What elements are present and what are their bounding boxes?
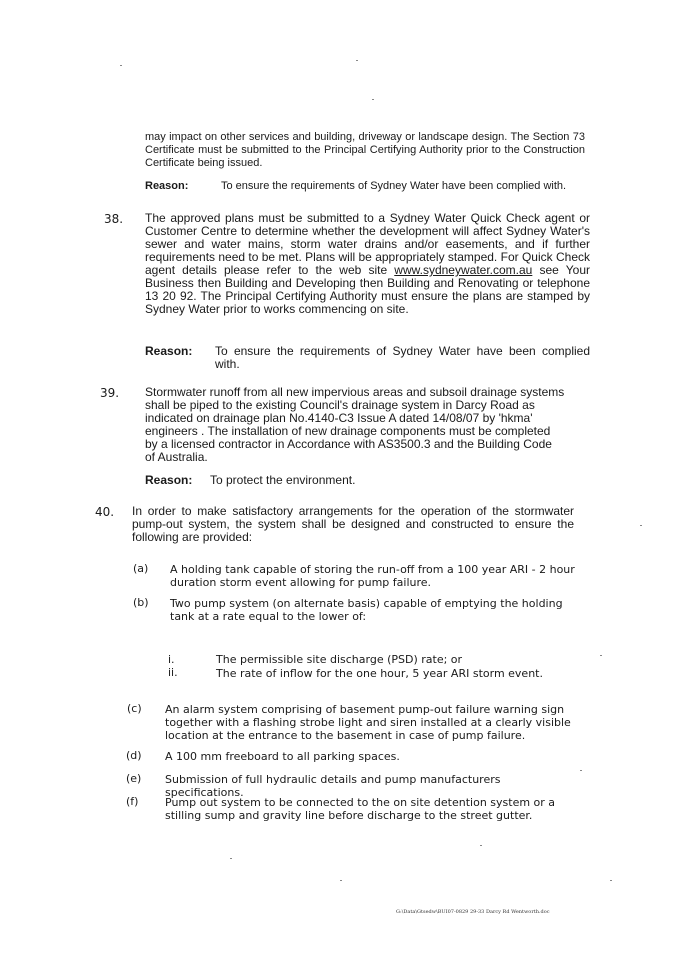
continuation-paragraph: may impact on other services and building, driveway or landscape design. The Section 73 Certificate must be submitted to the Principal Certifying Authority prior to the Construction Certificate being issued. xyxy=(145,131,585,169)
item-number-38: 38. xyxy=(104,212,124,226)
scan-speck xyxy=(356,60,358,61)
subitem-text-b: Two pump system (on alternate basis) capable of emptying the holding tank at a rate equal to the lower of: xyxy=(170,597,563,623)
reason-label: Reason: xyxy=(145,473,193,487)
item-number-39: 39. xyxy=(100,386,120,400)
reason-text: To ensure the requirements of Sydney Water have been complied with. xyxy=(221,180,567,192)
reason-text: To ensure the requirements of Sydney Water have been complied with. xyxy=(215,344,590,371)
scan-speck xyxy=(120,65,122,66)
subitem-text-d: A 100 mm freeboard to all parking spaces. xyxy=(165,750,400,763)
subitem-label-d: (d) xyxy=(126,749,142,762)
subitem-label-f: (f) xyxy=(126,795,139,808)
subitem-label-e: (e) xyxy=(126,772,142,785)
subitem-text-f: Pump out system to be connected to the on site detention system or a stilling sump and gravity line before discharge to the street gutter. xyxy=(165,796,556,822)
scan-speck xyxy=(640,525,642,526)
subitem-text-b-i: The permissible site discharge (PSD) rate; or xyxy=(216,653,463,666)
reason-label: Reason: xyxy=(145,344,193,358)
scan-speck xyxy=(580,770,582,771)
item-39-reason xyxy=(145,474,565,487)
item-number-40: 40. xyxy=(95,505,115,519)
subitem-label-a: (a) xyxy=(133,562,149,575)
subitem-label-b: (b) xyxy=(133,596,149,609)
scan-speck xyxy=(230,858,232,859)
sydney-water-link[interactable]: www.sydneywater.com.au xyxy=(394,263,533,277)
subitem-text-e: Submission of full hydraulic details and pump manufacturers specifications. xyxy=(165,773,501,799)
scan-speck xyxy=(340,880,342,881)
scan-speck xyxy=(600,655,602,656)
reason-text: To protect the environment. xyxy=(210,473,356,487)
scan-speck xyxy=(372,99,374,100)
subitem-text-c: An alarm system comprising of basement pump-out failure warning sign together with a flashing strobe light and siren installed at a clearly visible location at the entrance to the basement in case of pump failure. xyxy=(165,703,571,742)
subitem-label-b-i: i. xyxy=(168,653,175,666)
reason-label: Reason: xyxy=(145,180,189,192)
subitem-text-a: A holding tank capable of storing the run-off from a 100 year ARI - 2 hour duration storm event allowing for pump failure. xyxy=(170,563,575,589)
item-38-body: The approved plans must be submitted to a Sydney Water Quick Check agent or Customer Centre to determine whether the development will affect Sydney Water's sewer and water mains, storm water drains and/or easements, and if further requirements need to be met. Plans will be appropriately stamped. For Quick Check agent details please refer to the web site xyxy=(145,211,590,277)
subitem-text-b-ii: The rate of inflow for the one hour, 5 year ARI storm event. xyxy=(216,667,543,680)
item-38-reason xyxy=(145,345,590,371)
footer-file-path: G:\Data\Gtsedw\BUI07-0829 29-33 Darcy Rd Wentworth.doc xyxy=(396,909,550,915)
continuation-reason xyxy=(145,180,585,192)
subitem-label-c: (c) xyxy=(127,702,142,715)
item-40-text: In order to make satisfactory arrangements for the operation of the stormwater pump-out system, the system shall be designed and constructed to ensure the following are provided: xyxy=(132,504,574,544)
item-38-body-after-link: see Your Business then Building and Developing then Building and Renovating or telephone 13 20 92. The Principal Certifying Authority must ensure the plans are stamped by Sydney Water prior to works commencing on site. xyxy=(145,263,591,316)
subitem-label-b-ii: ii. xyxy=(168,666,178,679)
scan-speck xyxy=(610,880,612,881)
scan-speck xyxy=(480,845,482,846)
item-38-text xyxy=(145,212,590,316)
item-39-text: Stormwater runoff from all new impervious areas and subsoil drainage systems shall be piped to the existing Council's drainage system in Darcy Road as indicated on drainage plan No.4140-C3 Issue A dated 14/08/07 by 'hkma' engineers . The installation of new drainage components must be completed by a licensed contractor in Accordance with AS3500.3 and the Building Code of Australia. xyxy=(145,385,565,464)
